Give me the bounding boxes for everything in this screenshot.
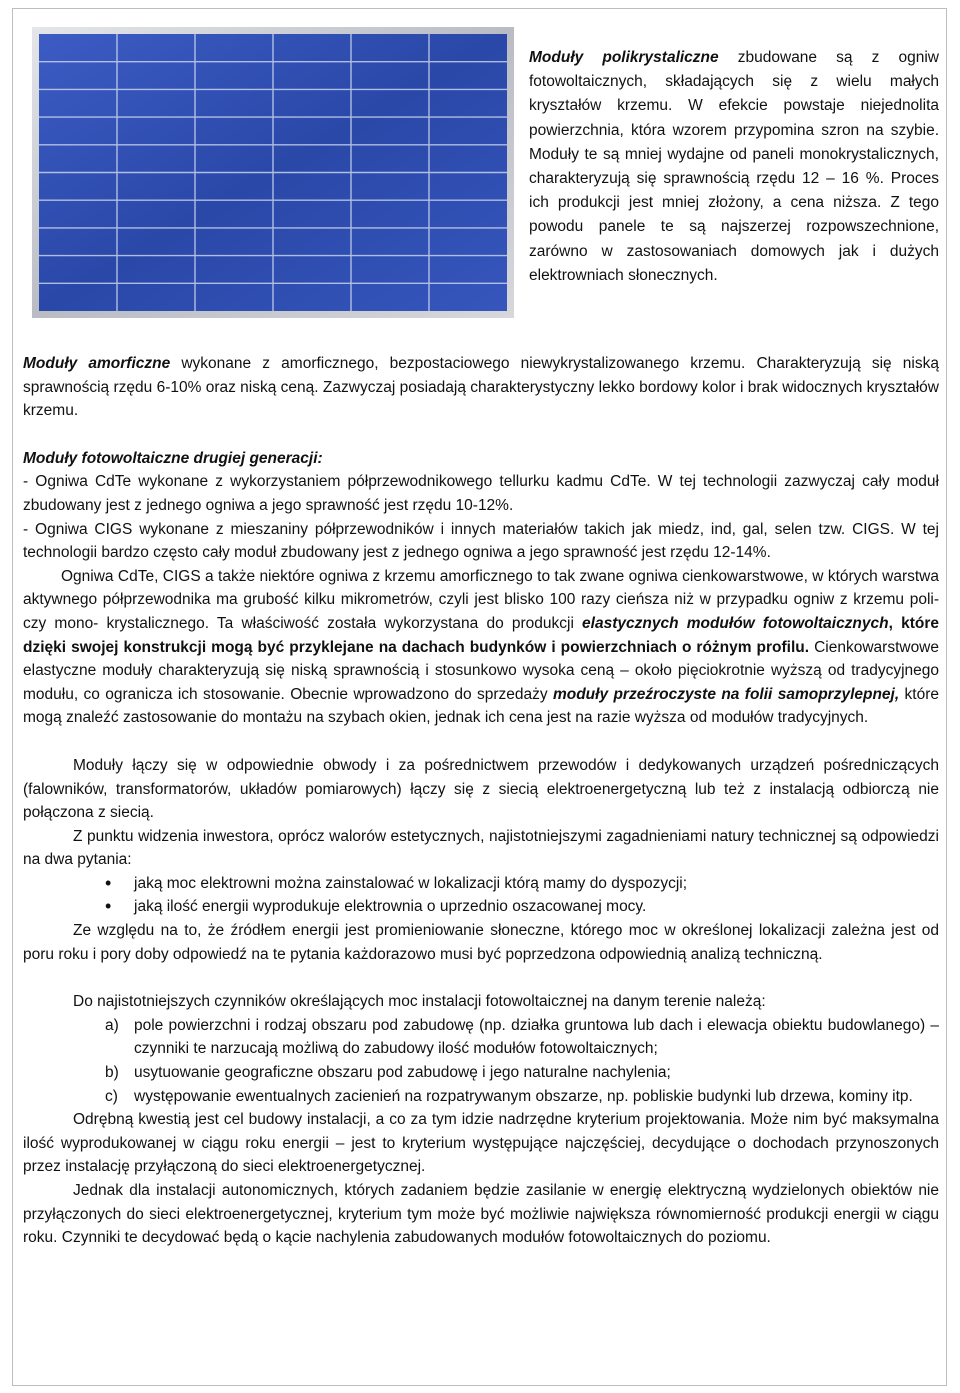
amorphous-lead: Moduły amorficzne	[23, 355, 171, 372]
investor-questions	[23, 872, 939, 919]
thin-film-transparent: moduły przeźroczyste na folii samoprzylepnej,	[552, 685, 900, 703]
cigs-paragraph: - Ogniwa CIGS wykonane z mieszaniny półprzewodników i innych materiałów takich jak miedz, ind, gal, selen tzw. CIGS. W tej technologii bardzo często cały moduł zbudowany jest z jednego ogniwa a jego sprawność jest rzędu 12-14%.	[23, 520, 939, 562]
list-marker: b)	[105, 1064, 119, 1082]
thin-film-text-4: które mogą znaleźć zastosowanie do montażu na szybach okien, jednak ich cena jest na razie wyższa od modułów tradycyjnych.	[23, 685, 939, 727]
intro-lead: Moduły polikrystaliczne	[529, 49, 719, 66]
list-marker: c)	[105, 1087, 118, 1105]
thin-film-flexible: elastycznych modułów fotowoltaicznych	[582, 614, 889, 632]
list-item	[23, 1061, 939, 1085]
list-item: • jaką ilość energii wyprodukuje elektrownia o uprzednio oszacowanej mocy.	[23, 895, 939, 919]
list-item	[23, 1085, 939, 1109]
list-marker: a)	[105, 1016, 119, 1034]
thin-film-paragraph	[23, 565, 939, 730]
connection-paragraph-2: Z punktu widzenia inwestora, oprócz walorów estetycznych, najistotniejszymi zagadnieniami natury technicznej są odpowiedzi na dwa pytania:	[23, 827, 939, 869]
document-body	[23, 352, 939, 1250]
factors-paragraph-2: Jednak dla instalacji autonomicznych, których zadaniem będzie zasilanie w energię elektryczną wydzielonych obiektów nie przyłączonych do sieci elektroenergetycznej, kryterium tym może być możliwie największa równomierność produkcji energii w ciągu roku. Czynniki te decydować będą o kącie nachylenia zabudowanych modułów fotowoltaicznych do poziomu.	[23, 1182, 939, 1247]
thin-film-text-3: Cienkowarstwowe elastyczne moduły charakteryzują się niską sprawnością i stosunkowo wysoka ceną – około pięciokrotnie wyższą od tradycyjnego modułu, co ogranicza ich stosowanie. Obecnie wprowadzono do sprzedaży	[23, 638, 939, 703]
amorphous-paragraph	[23, 352, 939, 423]
thin-film-text-1: Ogniwa CdTe, CIGS a także niektóre ogniwa z krzemu amorficznego to tak zwane ogniwa cienkowarstwowe, w których warstwa aktywnego półprzewodnika ma grubość kilku mikrometrów, czyli jest blisko 100 razy cieńsza niż w przypadku ogniw z krzemu poli- czy mono- krystalicznego. Ta właściwość została wykorzystana do produkcji	[23, 567, 939, 632]
factors-paragraph-1: Odrębną kwestią jest cel budowy instalacji, a co za tym idzie nadrzędne kryterium projektowania. Może nim być maksymalna ilość wyprodukowanej w ciągu roku energii – jest to kryterium występujące najczęściej, decydujące o dochodach przynoszonych przez instalację przyłączoną do sieci elektroenergetycznej.	[23, 1111, 939, 1176]
solar-panel-image	[32, 27, 514, 318]
cdte-paragraph: - Ogniwa CdTe wykonane z wykorzystaniem półprzewodnikowego tellurku kadmu CdTe. W tej technologii zazwyczaj cały moduł zbudowany jest z jednego ogniwa a jego sprawność jest rzędu 10-12%.	[23, 473, 939, 514]
connection-paragraph-3: Ze względu na to, że źródłem energii jest promieniowanie słoneczne, którego moc w określonej lokalizacji zależna jest od poru roku i pory doby odpowiedź na te pytania każdorazowo musi być poprzedzona odpowiednią analizą techniczną.	[23, 922, 939, 963]
thin-film-text-2: , które dzięki swojej konstrukcji mogą być przyklejane na dachach budynków i powierzchniach o różnym profilu.	[23, 614, 939, 656]
connection-paragraph-1: Moduły łączy się w odpowiednie obwody i za pośrednictwem przewodów i dedykowanych urządzeń pośredniczących (falowników, transformatorów, układów pomiarowych) łączy się z siecią elektroenergetyczną lub też z instalacją odbiorczą nie połączona z siecią.	[23, 756, 939, 822]
intro-text: zbudowane są z ogniw fotowoltaicznych, składających się z wielu małych kryształów krzemu. W efekcie powstaje niejednolita powierzchnia, która wzorem przypomina szron na szybie. Moduły te są mniej wydajne od paneli monokrystalicznych, charakteryzują się sprawnością rzędu 12 – 16 %. Proces ich produkcji jest mniej złożony, a cena niższa. Z tego powodu panele te są najszerzej rozpowszechnione, zarówno w zastosowaniach domowych jak i dużych elektrowniach słonecznych.	[529, 49, 939, 284]
second-gen-heading	[23, 447, 939, 471]
intro-polycrystalline	[529, 46, 939, 288]
amorphous-text: wykonane z amorficznego, bezpostaciowego niewykrystalizowanego krzemu. Charakteryzują się niską sprawnością rzędu 6-10% oraz niską ceną. Zazwyczaj posiadają charakterystyczny lekko bordowy kolor i brak widocznych kryształów krzemu.	[23, 355, 939, 420]
second-gen-heading-text: Moduły fotowoltaiczne drugiej generacji:	[23, 449, 323, 467]
list-item-text: pole powierzchni i rodzaj obszaru pod zabudowę (np. działka gruntowa lub dach i elewacja obiektu budowlanego) – czynniki te narzucają możliwą do zabudowy ilość modułów fotowoltaicznych;	[134, 1016, 939, 1058]
list-item-text: usytuowanie geograficzne obszaru pod zabudowę i jego naturalne nachylenia;	[134, 1064, 671, 1082]
list-item: • jaką moc elektrowni można zainstalować w lokalizacji którą mamy do dyspozycji;	[23, 872, 939, 896]
factors-list	[23, 1014, 939, 1108]
list-item-text: występowanie ewentualnych zacienień na rozpatrywanym obszarze, np. pobliskie budynki lub drzewa, kominy itp.	[134, 1087, 913, 1105]
factors-intro: Do najistotniejszych czynników określających moc instalacji fotowoltaicznej na danym terenie należą:	[73, 993, 766, 1011]
list-item	[23, 1014, 939, 1061]
